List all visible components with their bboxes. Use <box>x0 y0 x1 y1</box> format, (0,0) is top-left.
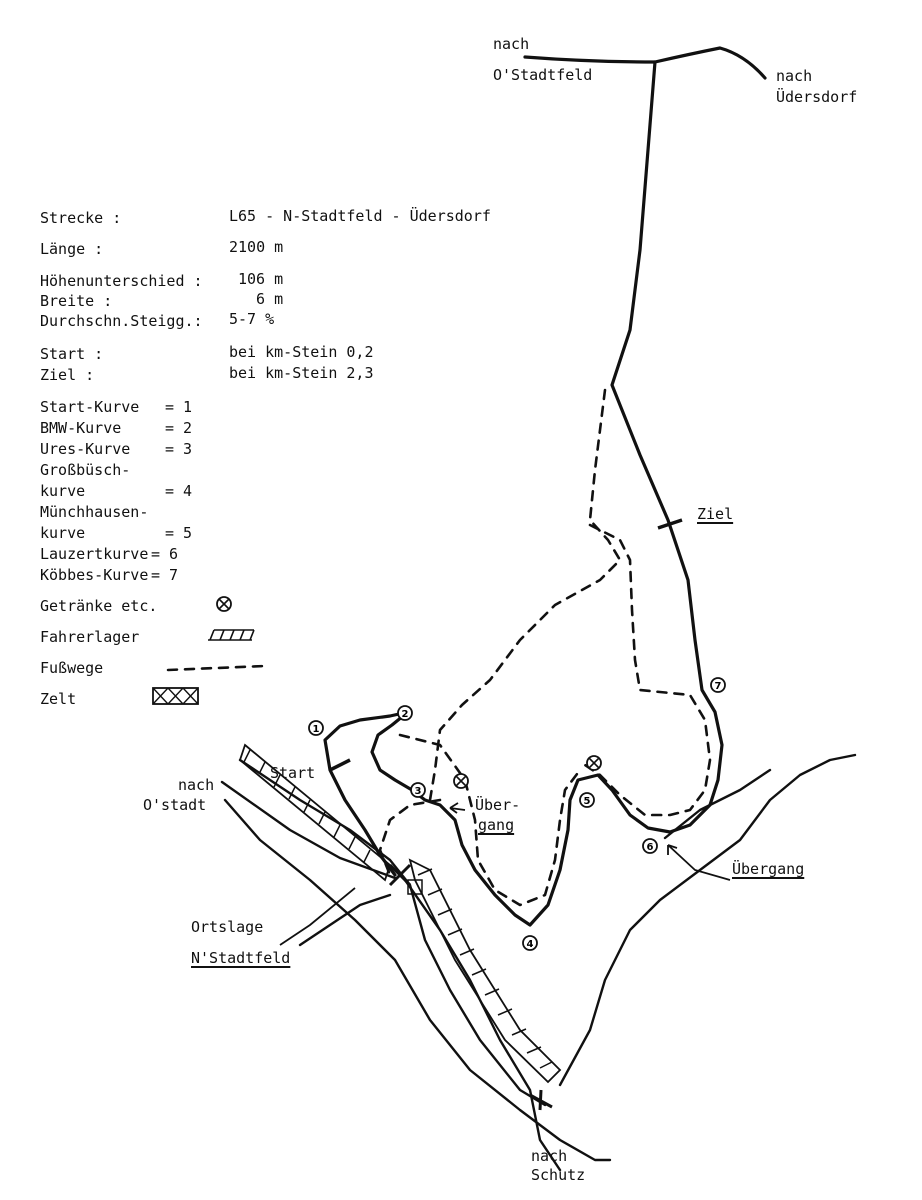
curve-name-6: Lauzertkurve <box>40 545 149 563</box>
info-label-ziel: Ziel : <box>40 366 95 384</box>
legend-drinks-label: Getränke etc. <box>40 597 158 615</box>
label-nach-ostadt-2: O'stadt <box>143 796 207 814</box>
curve-num-5: = 5 <box>165 524 193 542</box>
label-nach-schutz-2: Schutz <box>531 1166 586 1184</box>
curve-num-4: = 4 <box>165 482 193 500</box>
svg-text:4: 4 <box>526 939 534 950</box>
label-ortslage: Ortslage <box>191 918 264 936</box>
road-ortslage <box>300 895 390 945</box>
svg-text:1: 1 <box>312 724 320 735</box>
svg-text:6: 6 <box>646 842 654 853</box>
tent-legend-icon <box>153 688 198 704</box>
curve-num-7: = 7 <box>151 566 179 584</box>
label-nach-ostadtfeld-2: O'Stadtfeld <box>493 66 593 84</box>
label-uebergang-1b: gang <box>478 816 515 834</box>
curve-marker-6 <box>643 839 657 853</box>
curve-marker-7 <box>711 678 725 692</box>
curve-name-3: Ures-Kurve <box>40 440 131 458</box>
curve-name-7: Köbbes-Kurve <box>40 566 149 584</box>
curve-marker-3 <box>411 783 425 797</box>
footpath-legend-icon <box>168 666 265 670</box>
legend-camp-label: Fahrerlager <box>40 628 140 646</box>
curve-name-5b: kurve <box>40 524 86 542</box>
curve-marker-5 <box>580 793 594 807</box>
curve-num-6: = 6 <box>151 545 179 563</box>
label-nach-ostadt-1: nach <box>178 776 215 794</box>
label-ziel: Ziel <box>697 505 734 523</box>
curve-num-3: = 3 <box>165 440 193 458</box>
main-course-road <box>325 62 722 925</box>
curve-name-4b: kurve <box>40 482 86 500</box>
label-nach-ostadtfeld-1: nach <box>493 35 530 53</box>
curve-marker-2 <box>398 706 412 720</box>
info-value-hoehe: 106 m <box>238 270 284 288</box>
label-nach-uedersdorf-2: Üdersdorf <box>776 88 858 106</box>
label-uebergang-1a: Über- <box>475 796 521 814</box>
curve-marker-4 <box>523 936 537 950</box>
info-label-start: Start : <box>40 345 104 363</box>
info-label-laenge: Länge : <box>40 240 104 258</box>
curve-name-5a: Münchhausen- <box>40 503 149 521</box>
uebergang-arrow-2 <box>668 845 730 880</box>
svg-text:7: 7 <box>714 681 722 692</box>
info-label-strecke: Strecke : <box>40 209 122 227</box>
curve-num-2: = 2 <box>165 419 193 437</box>
road-east <box>560 755 855 1085</box>
label-nstadtfeld: N'Stadtfeld <box>191 949 291 967</box>
curve-marker-1 <box>309 721 323 735</box>
info-value-laenge: 2100 m <box>229 238 284 256</box>
uebergang-arrow-1 <box>450 803 465 813</box>
drinks-legend-icon <box>217 597 231 611</box>
village-junction-mark <box>390 865 422 894</box>
info-label-breite: Breite : <box>40 292 113 310</box>
start-line <box>330 760 350 770</box>
curve-name-1: Start-Kurve <box>40 398 140 416</box>
info-value-start: bei km-Stein 0,2 <box>229 343 374 361</box>
label-nach-schutz-1: nach <box>531 1147 568 1165</box>
label-uebergang-2: Übergang <box>732 860 805 878</box>
svg-text:5: 5 <box>583 796 591 807</box>
fahrerlager-hatch-lower <box>410 860 560 1082</box>
svg-text:3: 3 <box>414 786 422 797</box>
label-nach-uedersdorf-1: nach <box>776 67 813 85</box>
drinks-marker-2 <box>587 756 601 770</box>
info-label-hoehe: Höhenunterschied : <box>40 272 203 290</box>
curve-name-2: BMW-Kurve <box>40 419 122 437</box>
legend-foot-label: Fußwege <box>40 659 104 677</box>
info-value-strecke: L65 - N-Stadtfeld - Üdersdorf <box>229 207 491 225</box>
road-to-schutz <box>405 880 560 1170</box>
footpath-east <box>585 525 710 815</box>
svg-text:2: 2 <box>401 709 409 720</box>
info-label-steigung: Durchschn.Steigg.: <box>40 312 203 330</box>
info-value-ziel: bei km-Stein 2,3 <box>229 364 374 382</box>
fahrerlager-legend-icon <box>208 630 254 640</box>
info-value-breite: 6 m <box>238 290 284 308</box>
curve-name-4a: Großbüsch- <box>40 461 131 479</box>
info-value-steigung: 5-7 % <box>229 310 275 328</box>
curve-num-1: = 1 <box>165 398 193 416</box>
drinks-marker-1 <box>454 774 468 788</box>
legend-tent-label: Zelt <box>40 690 77 708</box>
footpath-west <box>430 390 620 800</box>
label-start: Start <box>270 764 316 782</box>
